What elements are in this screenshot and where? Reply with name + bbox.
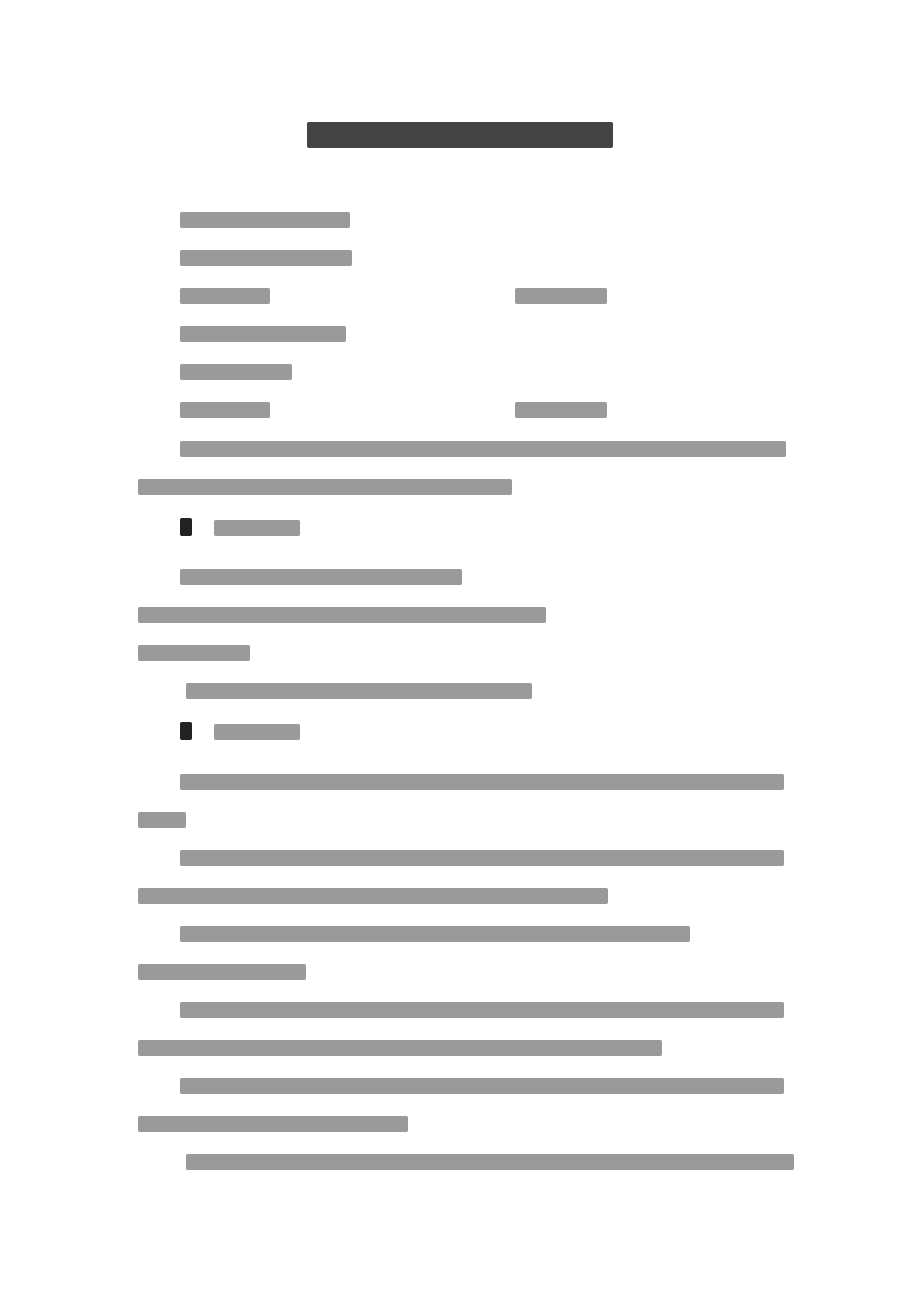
clause-2-1-line-1 (180, 774, 784, 790)
accident-line-2 (138, 607, 546, 623)
section-1-title-line (214, 520, 300, 536)
accident-line-3 (138, 645, 250, 661)
id-number-line (180, 364, 292, 380)
party-b-address-line (180, 402, 270, 418)
clause-2-1-1-line-2 (138, 888, 608, 904)
credit-code-line (180, 250, 352, 266)
section-1-number (180, 518, 192, 536)
document-title-placeholder (307, 122, 613, 148)
accident-line-1 (180, 569, 462, 585)
clause-2-1-1-1-line-2 (138, 964, 306, 980)
document-title (0, 118, 920, 154)
intro-line-2 (138, 479, 512, 495)
clause-2-1-1-3-line-1 (180, 1078, 784, 1094)
party-a-address-line (180, 288, 270, 304)
clause-2-1-1-line-1 (180, 850, 784, 866)
section-2-number (180, 722, 192, 740)
clause-2-1-line-2 (138, 812, 186, 828)
section-2-title-line (214, 724, 300, 740)
clause-2-1-1-2-line-2 (138, 1040, 662, 1056)
limit-item-1-line (186, 1154, 794, 1170)
clause-2-1-1-3-line-2 (138, 1116, 408, 1132)
party-a-contact-line (515, 288, 607, 304)
party-b-line (180, 326, 346, 342)
intro-line-1 (180, 441, 786, 457)
accident-note-line (186, 683, 532, 699)
clause-2-1-1-2-line-1 (180, 1002, 784, 1018)
party-b-contact-line (515, 402, 607, 418)
clause-2-1-1-1-line-1 (180, 926, 690, 942)
party-a-line (180, 212, 350, 228)
